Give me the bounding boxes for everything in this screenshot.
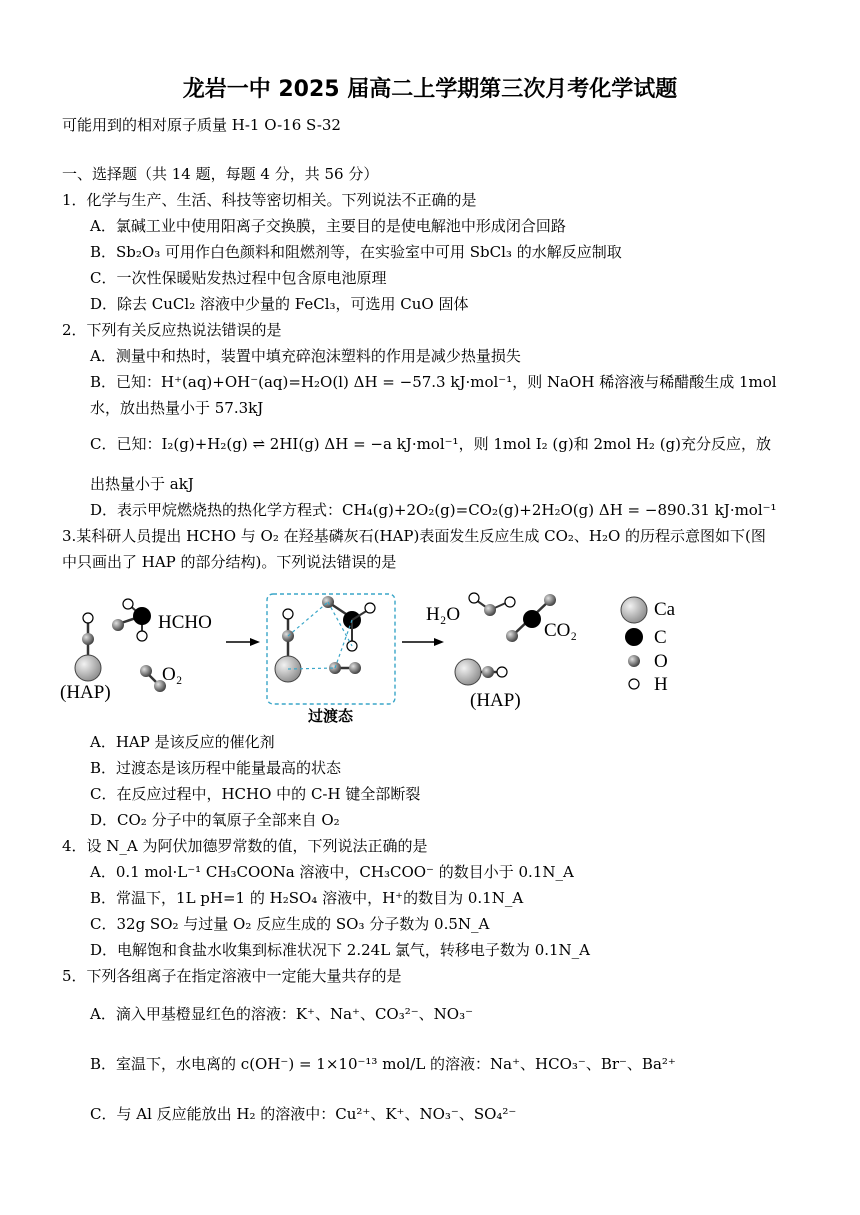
legend-h-label: H (654, 674, 668, 695)
legend-ca-icon (621, 597, 647, 623)
legend-h-icon (629, 679, 639, 689)
co2-label: CO₂ (544, 620, 578, 641)
q2-option-a: A．测量中和热时，装置中填充碎泡沫塑料的作用是减少热量损失 (90, 347, 521, 365)
legend-c-icon (625, 628, 643, 646)
q2-stem: 2．下列有关反应热说法错误的是 (62, 321, 282, 339)
q2-option-d: D．表示甲烷燃烧热的热化学方程式：CH₄(g)+2O₂(g)=CO₂(g)+2H₂O(g) ΔH = −890.31 kJ·mol⁻¹ (90, 501, 777, 519)
q5-option-b: B．室温下，水电离的 c(OH⁻) = 1×10⁻¹³ mol/L 的溶液：Na⁺、HCO₃⁻、Br⁻、Ba²⁺ (90, 1055, 676, 1073)
q3-option-c: C．在反应过程中，HCHO 中的 C-H 键全部断裂 (90, 785, 421, 803)
reactants-group (60, 599, 212, 703)
atom-legend (621, 597, 676, 695)
legend-o-icon (628, 655, 640, 667)
section-heading: 一、选择题（共 14 题，每题 4 分，共 56 分） (62, 165, 379, 183)
arrow-2-head (434, 638, 444, 646)
q3-option-a: A．HAP 是该反应的催化剂 (90, 733, 275, 751)
q4-option-b: B．常温下，1L pH=1 的 H₂SO₄ 溶液中，H⁺的数目为 0.1N_A (90, 889, 524, 907)
q5-option-a: A．滴入甲基橙显红色的溶液：K⁺、Na⁺、CO₃²⁻、NO₃⁻ (90, 1005, 474, 1023)
q1-option-c: C．一次性保暖贴发热过程中包含原电池原理 (90, 269, 387, 287)
q1-option-a: A．氯碱工业中使用阳离子交换膜，主要目的是使电解池中形成闭合回路 (90, 217, 566, 235)
q2-option-b-line1: B．已知：H⁺(aq)+OH⁻(aq)=H₂O(l) ΔH = −57.3 kJ·mol⁻¹，则 NaOH 稀溶液与稀醋酸生成 1mol (90, 373, 777, 391)
legend-ca-label: Ca (654, 599, 676, 620)
h2o-label: H₂O (426, 604, 461, 625)
q1-option-d: D．除去 CuCl₂ 溶液中少量的 FeCl₃，可选用 CuO 固体 (90, 295, 469, 313)
o2-label: O₂ (162, 664, 183, 685)
q5-stem: 5．下列各组离子在指定溶液中一定能大量共存的是 (62, 967, 402, 985)
arrow-1-head (250, 638, 260, 646)
q1-option-b: B．Sb₂O₃ 可用作白色颜料和阻燃剂等，在实验室中可用 SbCl₃ 的水解反应制取 (90, 243, 622, 261)
legend-c-label: C (654, 627, 667, 648)
q3-option-d: D．CO₂ 分子中的氧原子全部来自 O₂ (90, 811, 340, 829)
q2-option-c-line1: C．已知：I₂(g)+H₂(g) ⇌ 2HI(g) ΔH = −a kJ·mol⁻¹，则 1mol I₂ (g)和 2mol H₂ (g)充分反应，放 (90, 435, 772, 453)
q3-stem-line1: 3.某科研人员提出 HCHO 与 O₂ 在羟基磷灰石(HAP)表面发生反应生成 CO₂、H₂O 的历程示意图如下(图 (62, 527, 766, 545)
transition-state-label: 过渡态 (308, 707, 354, 725)
transition-state-group (267, 594, 395, 725)
q4-option-c: C．32g SO₂ 与过量 O₂ 反应生成的 SO₃ 分子数为 0.5N_A (90, 915, 490, 933)
q1-stem: 1．化学与生产、生活、科技等密切相关。下列说法不正确的是 (62, 191, 477, 209)
atomic-masses: 可能用到的相对原子质量 H-1 O-16 S-32 (62, 116, 341, 134)
hap-left-label: (HAP) (60, 682, 111, 703)
products-group (426, 593, 577, 711)
reaction-mechanism-diagram (50, 582, 790, 727)
q4-option-a: A．0.1 mol·L⁻¹ CH₃COONa 溶液中，CH₃COO⁻ 的数目小于 0.1N_A (90, 863, 574, 881)
exam-title: 龙岩一中 2025 届高二上学期第三次月考化学试题 (182, 77, 678, 102)
q2-option-c-line2: 出热量小于 akJ (90, 475, 194, 493)
q2-option-b-line2: 水，放出热量小于 57.3kJ (90, 399, 264, 417)
q3-option-b: B．过渡态是该历程中能量最高的状态 (90, 759, 342, 777)
q5-option-c: C．与 Al 反应能放出 H₂ 的溶液中：Cu²⁺、K⁺、NO₃⁻、SO₄²⁻ (90, 1105, 517, 1123)
hap-right-label: (HAP) (470, 690, 521, 711)
q4-option-d: D．电解饱和食盐水收集到标准状况下 2.24L 氯气，转移电子数为 0.1N_A (90, 941, 591, 959)
legend-o-label: O (654, 651, 668, 672)
q4-stem: 4．设 N_A 为阿伏加德罗常数的值，下列说法正确的是 (62, 837, 428, 855)
hcho-label: HCHO (158, 612, 212, 633)
q3-stem-line2: 中只画出了 HAP 的部分结构)。下列说法错误的是 (62, 553, 397, 571)
